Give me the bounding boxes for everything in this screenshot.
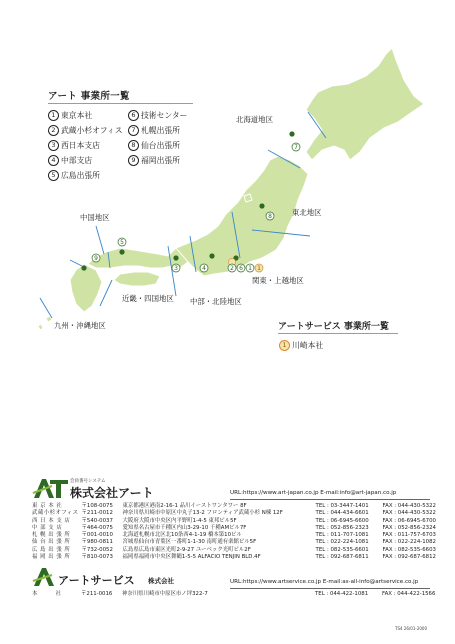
document-code: TS4 26/01-2000 xyxy=(395,626,427,631)
shikoku-island xyxy=(114,272,160,286)
map-land xyxy=(38,48,424,330)
office-name-cell: 広 島 出 張 所 xyxy=(32,546,71,553)
region-line xyxy=(40,298,52,318)
tel-cell: TEL : 011-707-1081 xyxy=(315,532,369,539)
address-cell: 東京都港区港南2-16-1 品川イーストワンタワー 8F xyxy=(122,503,247,509)
table-row xyxy=(32,547,439,554)
section-title: アート 事業所一覧 xyxy=(48,91,130,102)
fax-cell: FAX : 011-757-6703 xyxy=(382,532,436,539)
fax-cell: FAX : 044-430-5322 xyxy=(382,503,436,509)
office-number: 6 xyxy=(128,110,139,121)
office-name-cell: 本 社 xyxy=(32,591,62,597)
fax-cell: FAX : 082-535-6603 xyxy=(382,546,436,553)
office-name-cell: 武蔵小杉オフィス xyxy=(32,510,79,517)
marker-dot xyxy=(259,203,264,208)
office-name: 武蔵小杉オフィス xyxy=(61,126,123,135)
office-name-cell: 中 部 支 店 xyxy=(32,524,63,531)
office-name: 札幌出張所 xyxy=(141,126,180,135)
marker-dot xyxy=(289,131,294,136)
fax-cell: FAX : 044-422-1566 xyxy=(382,591,436,597)
art-url-rule xyxy=(230,499,430,500)
marker-label: 6 xyxy=(239,265,243,273)
marker-dot xyxy=(81,265,86,270)
region-label-chugoku: 中国地区 xyxy=(80,213,110,222)
zip-cell: 〒980-0811 xyxy=(81,539,113,546)
table-row xyxy=(32,510,439,517)
tel-cell: TEL : 052-856-2323 xyxy=(315,524,369,531)
fax-cell: FAX : 092-687-6812 xyxy=(382,554,436,561)
office-number: 9 xyxy=(128,155,139,166)
region-label-hokkaido: 北海道地区 xyxy=(236,115,273,124)
office-name-cell: 仙 台 出 張 所 xyxy=(32,539,71,546)
table-row xyxy=(32,518,439,525)
office-name: 中部支店 xyxy=(61,156,93,165)
fax-cell: FAX : 022-224-1082 xyxy=(382,539,436,546)
service-office-item xyxy=(279,340,323,351)
service-company-suffix: 株式会社 xyxy=(148,577,174,585)
marker-dot xyxy=(173,255,178,260)
service-office-name: 川崎本社 xyxy=(292,341,324,350)
office-name: 広島出張所 xyxy=(61,171,100,180)
marker-label: 2 xyxy=(230,265,234,273)
zip-cell: 〒810-0073 xyxy=(81,554,113,561)
office-number: 7 xyxy=(128,125,139,136)
region-label-kyushu: 九州・沖縄地区 xyxy=(54,321,106,330)
office-number: 3 xyxy=(48,140,59,151)
table-row xyxy=(32,554,439,561)
address-cell: 神奈川県川崎市中原区市ノ坪322-7 xyxy=(122,591,208,597)
marker-label: 1 xyxy=(248,265,252,273)
fax-cell: FAX : 052-856-2324 xyxy=(382,524,436,531)
address-cell: 福岡県福岡市中央区舞鶴1-5-5 ALFACIO TENJIN BLD.4F xyxy=(122,554,261,561)
office-name-cell: 西 日 本 支 店 xyxy=(32,517,71,524)
table-row xyxy=(32,539,439,546)
art-company-name: 株式会社アート xyxy=(70,486,154,500)
tel-cell: TEL : 044-422-1081 xyxy=(315,591,369,597)
sado-island xyxy=(244,194,252,202)
service-office-table xyxy=(32,591,438,598)
fax-cell: FAX : 044-430-5322 xyxy=(382,510,436,517)
marker-label: 4 xyxy=(202,265,206,273)
service-url-rule xyxy=(230,588,430,589)
office-number: 2 xyxy=(48,125,59,136)
art-url-line: URL:https://www.art-japan.co.jp E-mail:info@art-japan.co.jp xyxy=(230,490,397,496)
zip-cell: 〒464-0075 xyxy=(81,524,113,531)
region-label-tohoku: 東北地区 xyxy=(292,208,322,217)
zip-cell: 〒540-0037 xyxy=(81,517,113,524)
art-office-table xyxy=(32,503,439,561)
office-name: 福岡出張所 xyxy=(141,156,180,165)
office-name: 西日本支店 xyxy=(61,141,100,150)
marker-label: 3 xyxy=(174,265,178,273)
tel-cell: TEL : 022-224-1081 xyxy=(315,539,369,546)
office-name: 技術センター xyxy=(141,111,188,120)
marker-label: 8 xyxy=(268,213,272,221)
office-number: 4 xyxy=(48,155,59,166)
office-number: 1 xyxy=(48,110,59,121)
office-name-cell: 東 京 本 社 xyxy=(32,503,63,509)
service-section-title: アートサービス 事業所一覧 xyxy=(278,322,389,332)
address-cell: 大阪府大阪市中央区内平野町1-4-5 東邦ビル5F xyxy=(122,517,237,524)
office-name-cell: 札 幌 出 張 所 xyxy=(32,532,71,539)
service-office-number: 1 xyxy=(279,340,290,351)
tel-cell: TEL : 082-535-6601 xyxy=(315,546,369,553)
zip-cell: 〒732-0052 xyxy=(81,546,113,553)
tel-cell: TEL : 044-434-6601 xyxy=(315,510,369,517)
office-number: 5 xyxy=(48,170,59,181)
table-row xyxy=(32,591,438,598)
okinawa-island xyxy=(38,324,43,330)
region-line xyxy=(70,260,82,266)
hokkaido-island xyxy=(306,48,424,160)
tel-cell: TEL : 03-3447-1401 xyxy=(315,503,369,509)
service-url-line: URL:https://www.artservice.co.jp E-mail:as-all-info@artservice.co.jp xyxy=(230,579,419,585)
address-cell: 愛知県名古屋市千種区内山3-29-10 千種AMビル7F xyxy=(122,524,247,531)
zip-cell: 〒211-0016 xyxy=(81,591,113,597)
office-name: 東京本社 xyxy=(61,111,93,120)
office-number: 8 xyxy=(128,140,139,151)
address-cell: 広島県広島市東区光町2-9-27 ユーベック光町ビル2F xyxy=(122,546,251,553)
kyushu-island xyxy=(70,264,102,312)
art-tagline: 会員番号システム xyxy=(70,479,106,484)
office-name-cell: 福 岡 出 張 所 xyxy=(32,554,71,561)
service-company-name: アートサービス xyxy=(58,574,135,587)
marker-label: 5 xyxy=(120,239,124,247)
service-title-underline xyxy=(278,333,398,334)
address-cell: 北海道札幌市北区北10条西4-1-19 橋本第10ビル xyxy=(122,532,242,539)
address-cell: 宮城県仙台市青葉区一番町1-1-30 南町通有楽館ビル5F xyxy=(122,539,257,546)
marker-service-label: 1 xyxy=(257,265,261,273)
region-label-chubu: 中部・北陸地区 xyxy=(190,297,242,306)
zip-cell: 〒211-0012 xyxy=(81,510,113,517)
tel-cell: TEL : 06-6945-6600 xyxy=(315,517,369,524)
fax-cell: FAX : 06-6945-6700 xyxy=(382,517,436,524)
region-label-kinki: 近畿・四国地区 xyxy=(122,294,174,303)
honshu-east xyxy=(176,156,308,276)
tel-cell: TEL : 092-687-6811 xyxy=(315,554,369,561)
marker-label: 9 xyxy=(94,255,98,263)
zip-cell: 〒108-0075 xyxy=(81,503,113,509)
marker-label: 7 xyxy=(294,144,298,152)
region-line xyxy=(96,226,104,254)
art-logo-mark xyxy=(32,476,70,500)
address-cell: 神奈川県川崎市中原区中丸子13-2 フロンティア武蔵小杉 N棟 12F xyxy=(122,510,283,517)
zip-cell: 〒001-0010 xyxy=(81,532,113,539)
region-label-kanto: 関東・上越地区 xyxy=(252,276,304,285)
marker-dot xyxy=(119,249,124,254)
marker-dot xyxy=(209,253,214,258)
office-name: 仙台出張所 xyxy=(141,141,180,150)
